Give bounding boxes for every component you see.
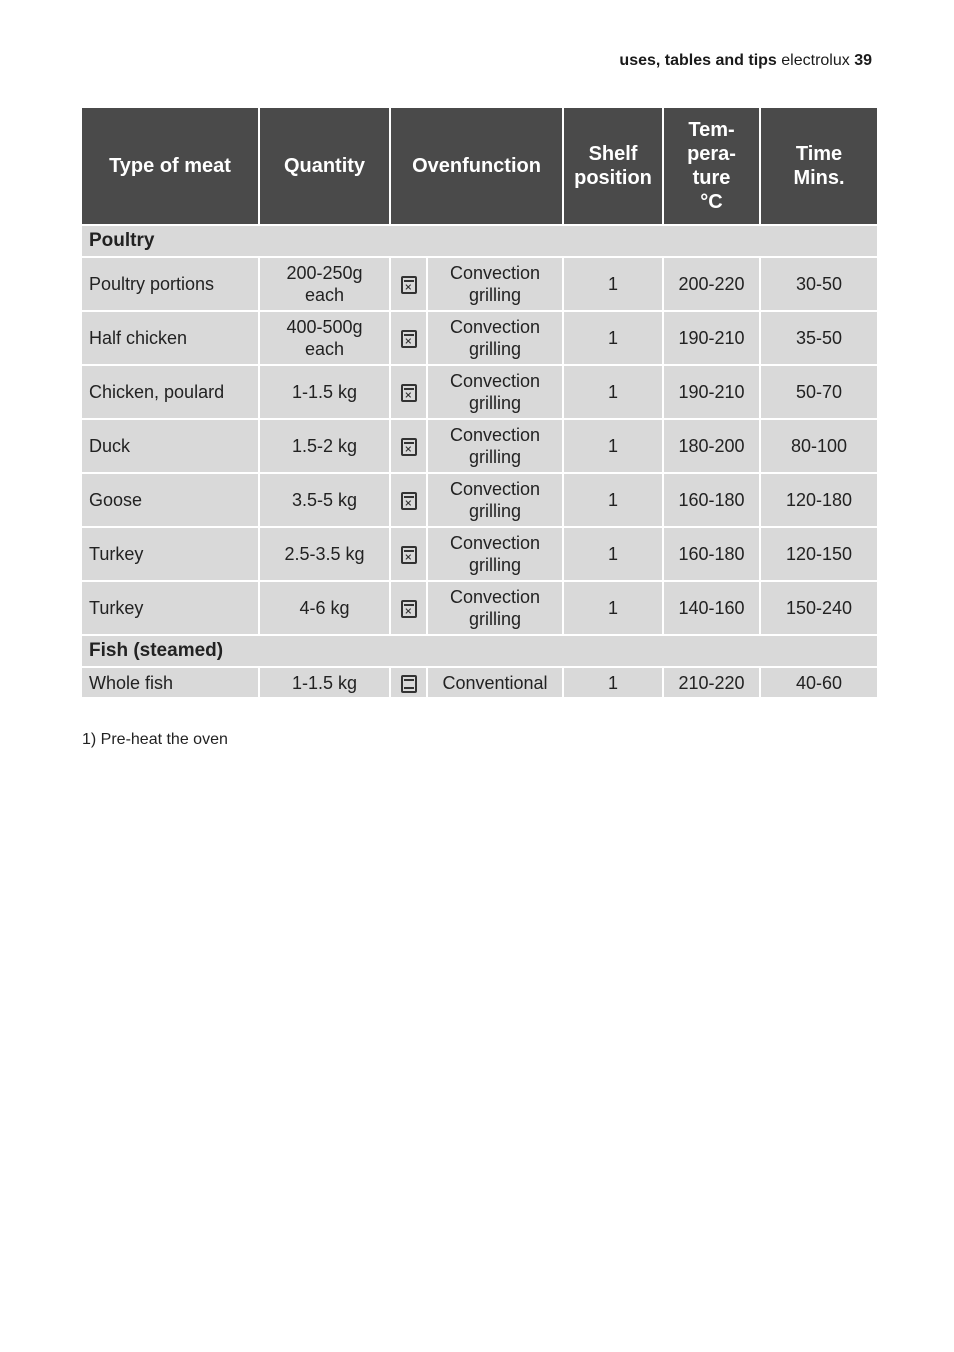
convection-grilling-icon: ⨯ — [401, 600, 417, 618]
cell-quantity — [259, 667, 390, 698]
cell-oven-function — [427, 581, 563, 635]
table-row — [81, 365, 878, 419]
quantity-line1: 200-250g — [286, 263, 363, 283]
cell-temperature: 180-200 — [663, 419, 760, 473]
cell-time: 120-150 — [760, 527, 878, 581]
col-time-line2: Mins. — [793, 167, 845, 189]
table-row — [81, 419, 878, 473]
cell-oven-icon — [390, 581, 427, 635]
cell-time: 80-100 — [760, 419, 878, 473]
cell-temperature: 160-180 — [663, 527, 760, 581]
function-line1: Conventional — [442, 672, 548, 693]
cooking-table — [80, 106, 879, 699]
cell-meat: Chicken, poulard — [81, 365, 259, 419]
quantity-line1: 4-6 kg — [299, 598, 350, 618]
convection-grilling-icon: ⨯ — [401, 384, 417, 402]
col-ovenfunction: Ovenfunction — [390, 107, 563, 225]
convection-grilling-icon: ⨯ — [401, 276, 417, 294]
footnote: 1) Pre-heat the oven — [82, 731, 228, 748]
cell-oven-function — [427, 527, 563, 581]
cell-temperature: 200-220 — [663, 257, 760, 311]
cell-meat: Duck — [81, 419, 259, 473]
function-line1: Convection — [449, 533, 541, 553]
cell-oven-function — [427, 419, 563, 473]
cell-quantity — [259, 311, 390, 365]
cell-oven-icon — [390, 527, 427, 581]
conventional-icon — [401, 675, 417, 693]
table-header-row — [81, 107, 878, 225]
convection-grilling-icon: ⨯ — [401, 438, 417, 456]
col-temp-line4: °C — [700, 191, 723, 213]
cell-temperature: 140-160 — [663, 581, 760, 635]
header-brand: electrolux — [781, 52, 850, 69]
cell-time: 40-60 — [760, 667, 878, 698]
cell-meat: Poultry portions — [81, 257, 259, 311]
cell-oven-icon — [390, 365, 427, 419]
function-line2: grilling — [468, 501, 522, 521]
cell-shelf: 1 — [563, 527, 663, 581]
cell-temperature: 210-220 — [663, 667, 760, 698]
cell-oven-icon — [390, 419, 427, 473]
cell-oven-function — [427, 473, 563, 527]
quantity-line1: 1-1.5 kg — [291, 382, 358, 402]
cell-temperature: 190-210 — [663, 311, 760, 365]
quantity-line2: each — [304, 339, 345, 359]
section-title: Poultry — [81, 225, 878, 257]
cell-time: 120-180 — [760, 473, 878, 527]
cell-oven-icon — [390, 311, 427, 365]
function-line2: grilling — [468, 609, 522, 629]
section-title: Fish (steamed) — [81, 635, 878, 667]
table-row — [81, 527, 878, 581]
cell-quantity — [259, 419, 390, 473]
cell-oven-function — [427, 257, 563, 311]
cell-quantity — [259, 581, 390, 635]
col-type-of-meat: Type of meat — [81, 107, 259, 225]
cell-meat: Turkey — [81, 527, 259, 581]
cell-time: 30-50 — [760, 257, 878, 311]
cell-quantity — [259, 527, 390, 581]
table-row — [81, 581, 878, 635]
col-time-line1: Time — [795, 143, 843, 165]
quantity-line1: 400-500g — [286, 317, 363, 337]
cell-time: 35-50 — [760, 311, 878, 365]
function-line2: grilling — [468, 339, 522, 359]
cell-shelf: 1 — [563, 365, 663, 419]
table-row — [81, 667, 878, 698]
function-line2: grilling — [468, 393, 522, 413]
cell-oven-icon — [390, 257, 427, 311]
col-temperature — [663, 107, 760, 225]
cell-meat: Goose — [81, 473, 259, 527]
cell-oven-icon — [390, 473, 427, 527]
header-section-title: uses, tables and tips — [619, 52, 777, 69]
col-time — [760, 107, 878, 225]
quantity-line2: each — [304, 285, 345, 305]
cell-time: 50-70 — [760, 365, 878, 419]
function-line2: grilling — [468, 285, 522, 305]
quantity-line1: 2.5-3.5 kg — [284, 544, 365, 564]
col-temp-line1: Tem- — [688, 119, 735, 141]
page-header — [619, 52, 872, 70]
cell-shelf: 1 — [563, 419, 663, 473]
cell-oven-icon — [390, 667, 427, 698]
table-row — [81, 473, 878, 527]
table-row — [81, 257, 878, 311]
section-row — [81, 635, 878, 667]
cell-temperature: 190-210 — [663, 365, 760, 419]
convection-grilling-icon: ⨯ — [401, 330, 417, 348]
quantity-line1: 3.5-5 kg — [291, 490, 358, 510]
cell-oven-function — [427, 667, 563, 698]
col-shelf-line1: Shelf — [588, 143, 638, 165]
col-shelf-position — [563, 107, 663, 225]
cell-shelf: 1 — [563, 311, 663, 365]
function-line1: Convection — [449, 479, 541, 499]
cell-shelf: 1 — [563, 581, 663, 635]
col-quantity: Quantity — [259, 107, 390, 225]
col-temp-line2: pera- — [687, 143, 736, 165]
function-line1: Convection — [449, 587, 541, 607]
function-line1: Convection — [449, 263, 541, 283]
cell-oven-function — [427, 365, 563, 419]
function-line2: grilling — [468, 447, 522, 467]
quantity-line1: 1-1.5 kg — [291, 672, 358, 693]
section-row — [81, 225, 878, 257]
cell-meat: Whole fish — [81, 667, 259, 698]
col-shelf-line2: position — [574, 167, 652, 189]
cell-quantity — [259, 365, 390, 419]
function-line1: Convection — [449, 425, 541, 445]
function-line1: Convection — [449, 371, 541, 391]
table-row — [81, 311, 878, 365]
cell-quantity — [259, 257, 390, 311]
cell-meat: Half chicken — [81, 311, 259, 365]
function-line2: grilling — [468, 555, 522, 575]
cell-oven-function — [427, 311, 563, 365]
function-line1: Convection — [449, 317, 541, 337]
cell-shelf: 1 — [563, 257, 663, 311]
page-number: 39 — [854, 52, 872, 69]
cell-time: 150-240 — [760, 581, 878, 635]
cell-quantity — [259, 473, 390, 527]
cell-shelf: 1 — [563, 667, 663, 698]
col-temp-line3: ture — [692, 167, 731, 189]
convection-grilling-icon: ⨯ — [401, 546, 417, 564]
cell-shelf: 1 — [563, 473, 663, 527]
cell-meat: Turkey — [81, 581, 259, 635]
quantity-line1: 1.5-2 kg — [291, 436, 358, 456]
convection-grilling-icon: ⨯ — [401, 492, 417, 510]
cell-temperature: 160-180 — [663, 473, 760, 527]
